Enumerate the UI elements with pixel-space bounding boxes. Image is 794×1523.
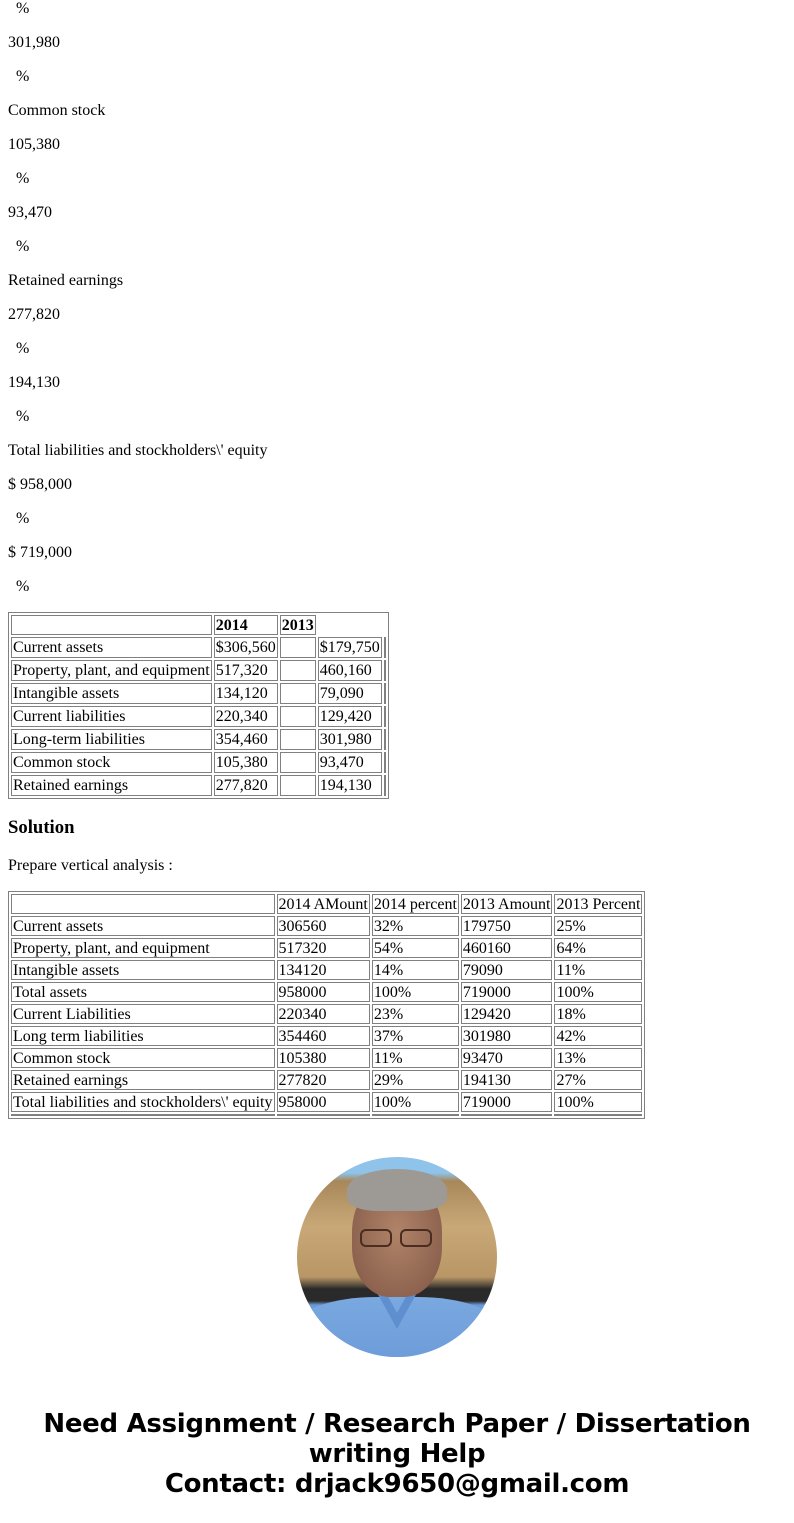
row-label: Common stock <box>11 752 212 773</box>
empty-cell <box>277 1114 370 1116</box>
table-row <box>11 752 386 773</box>
row-label: Total liabilities and stockholders\' equity <box>13 1094 273 1111</box>
amount-value: 301,980 <box>8 34 60 51</box>
amount-2014: 958000 <box>277 1092 370 1112</box>
header-cell-2013-percent: 2013 Percent <box>556 896 641 913</box>
amount-value: 93,470 <box>8 204 52 221</box>
table-row <box>11 1048 642 1068</box>
header-cell-2013: 2013 <box>281 617 314 634</box>
row-label: Retained earnings <box>11 775 212 796</box>
percent-2013: 27% <box>554 1070 642 1090</box>
vertical-analysis-table <box>8 891 645 1119</box>
header-cell-blank <box>11 615 212 635</box>
amount-2014: 958000 <box>277 982 370 1002</box>
percent-placeholder: % <box>16 0 30 17</box>
row-label: Retained earnings <box>11 1070 275 1090</box>
value-2014: 277,820 <box>214 775 278 796</box>
empty-cell <box>372 1114 459 1116</box>
table-header-row <box>11 894 642 914</box>
avatar-hair <box>347 1169 447 1211</box>
given-data-table <box>8 612 389 799</box>
table-row <box>11 982 642 1002</box>
row-label: Property, plant, and equipment <box>11 938 275 958</box>
amount-value: 277,820 <box>8 306 60 323</box>
promo-contact: Contact: drjack9650@gmail.com <box>164 1469 630 1499</box>
empty-cell <box>384 706 386 727</box>
percent-2013: 25% <box>554 916 642 936</box>
amount-2013: 79090 <box>461 960 553 980</box>
amount-2013: 129420 <box>461 1004 553 1024</box>
promo-line-2: writing Help <box>308 1439 486 1469</box>
value-2013: 79,090 <box>318 683 382 704</box>
solution-intro: Prepare vertical analysis : <box>8 857 173 874</box>
empty-cell <box>280 729 316 750</box>
header-cell-2014-amount: 2014 AMount <box>278 896 368 913</box>
table-row <box>11 1092 642 1112</box>
value-2013: 194,130 <box>318 775 382 796</box>
percent-placeholder: % <box>16 68 30 85</box>
percent-2013: 100% <box>554 1092 642 1112</box>
amount-2013: 194130 <box>461 1070 553 1090</box>
percent-2014: 23% <box>372 1004 459 1024</box>
percent-placeholder: % <box>16 578 30 595</box>
value-2013: $179,750 <box>319 639 380 656</box>
empty-cell <box>280 660 316 681</box>
amount-2013: 93470 <box>461 1048 553 1068</box>
percent-2013: 13% <box>554 1048 642 1068</box>
author-avatar <box>297 1157 497 1357</box>
row-label: Common stock <box>11 1048 275 1068</box>
percent-placeholder: % <box>16 510 30 527</box>
table-row <box>11 1004 642 1024</box>
amount-2013: 719000 <box>461 982 553 1002</box>
row-label: Intangible assets <box>11 683 212 704</box>
percent-2014: 100% <box>372 1092 459 1112</box>
value-2013: 129,420 <box>318 706 382 727</box>
row-label: Current liabilities <box>11 706 212 727</box>
header-cell-2014-percent: 2014 percent <box>373 896 457 913</box>
amount-2014: 277820 <box>277 1070 370 1090</box>
amount-2014: 220340 <box>277 1004 370 1024</box>
empty-cell <box>384 775 386 796</box>
table-row <box>11 916 642 936</box>
percent-placeholder: % <box>16 170 30 187</box>
value-2014: 354,460 <box>214 729 278 750</box>
row-label: Long-term liabilities <box>11 729 212 750</box>
header-cell-2013-amount: 2013 Amount <box>462 896 551 913</box>
table-row <box>11 938 642 958</box>
value-2014: $306,560 <box>215 639 276 656</box>
table-header-row <box>11 615 386 635</box>
amount-2014: 306560 <box>277 916 370 936</box>
value-2013: 460,160 <box>318 660 382 681</box>
amount-2014: 354460 <box>277 1026 370 1046</box>
promo-line-1: Need Assignment / Research Paper / Dissertation <box>43 1409 751 1439</box>
empty-cell <box>280 637 316 658</box>
table-row <box>11 660 386 681</box>
percent-2014: 29% <box>372 1070 459 1090</box>
amount-value: 194,130 <box>8 374 60 391</box>
row-label: Total assets <box>11 982 275 1002</box>
author-photo-container <box>8 1157 786 1359</box>
table-row <box>11 1070 642 1090</box>
table-row <box>11 706 386 727</box>
empty-cell <box>384 729 386 750</box>
percent-2013: 100% <box>554 982 642 1002</box>
percent-placeholder: % <box>16 238 30 255</box>
empty-cell <box>280 775 316 796</box>
line-item-label: Total liabilities and stockholders\' equity <box>8 442 268 459</box>
promo-banner <box>8 1409 786 1499</box>
percent-2014: 11% <box>372 1048 459 1068</box>
empty-cell <box>554 1114 642 1116</box>
amount-2013: 301980 <box>461 1026 553 1046</box>
row-label: Current Liabilities <box>11 1004 275 1024</box>
percent-2014: 100% <box>372 982 459 1002</box>
percent-2013: 64% <box>554 938 642 958</box>
value-2013: 301,980 <box>318 729 382 750</box>
percent-2014: 54% <box>372 938 459 958</box>
line-item-label: Retained earnings <box>8 272 124 289</box>
table-row-empty <box>11 1114 642 1116</box>
table-row <box>11 960 642 980</box>
row-label: Property, plant, and equipment <box>13 662 210 679</box>
header-cell-2014: 2014 <box>214 615 278 635</box>
amount-2014: 517320 <box>277 938 370 958</box>
percent-2013: 18% <box>554 1004 642 1024</box>
percent-2013: 42% <box>554 1026 642 1046</box>
empty-cell <box>11 1114 275 1116</box>
value-2014: 517,320 <box>214 660 278 681</box>
amount-2013: 719000 <box>461 1092 553 1112</box>
table-row <box>11 637 386 658</box>
percent-2014: 37% <box>372 1026 459 1046</box>
glasses-icon <box>360 1229 434 1249</box>
percent-placeholder: % <box>16 340 30 357</box>
line-item-label: Common stock <box>8 102 106 119</box>
empty-cell <box>461 1114 553 1116</box>
amount-value: $ 719,000 <box>8 544 72 561</box>
percent-2014: 32% <box>372 916 459 936</box>
amount-2014: 134120 <box>277 960 370 980</box>
amount-2013: 460160 <box>461 938 553 958</box>
value-2013: 93,470 <box>318 752 382 773</box>
row-label: Current assets <box>11 637 212 658</box>
table-row <box>11 683 386 704</box>
table-row <box>11 729 386 750</box>
empty-cell <box>280 683 316 704</box>
empty-cell <box>280 752 316 773</box>
table-row <box>11 1026 642 1046</box>
header-cell-blank <box>11 894 275 914</box>
row-label: Current assets <box>11 916 275 936</box>
amount-value: $ 958,000 <box>8 476 72 493</box>
solution-heading: Solution <box>8 817 75 838</box>
value-2014: 220,340 <box>214 706 278 727</box>
row-label: Long term liabilities <box>11 1026 275 1046</box>
row-label: Intangible assets <box>11 960 275 980</box>
amount-2014: 105380 <box>277 1048 370 1068</box>
empty-cell <box>384 660 386 681</box>
amount-2013: 179750 <box>461 916 553 936</box>
empty-cell <box>384 752 386 773</box>
percent-2013: 11% <box>554 960 642 980</box>
value-2014: 105,380 <box>214 752 278 773</box>
empty-cell <box>384 683 386 704</box>
table-row <box>11 775 386 796</box>
question-fragment <box>8 0 786 596</box>
empty-cell <box>280 706 316 727</box>
percent-placeholder: % <box>16 408 30 425</box>
percent-2014: 14% <box>372 960 459 980</box>
amount-value: 105,380 <box>8 136 60 153</box>
value-2014: 134,120 <box>214 683 278 704</box>
empty-cell <box>384 637 386 658</box>
